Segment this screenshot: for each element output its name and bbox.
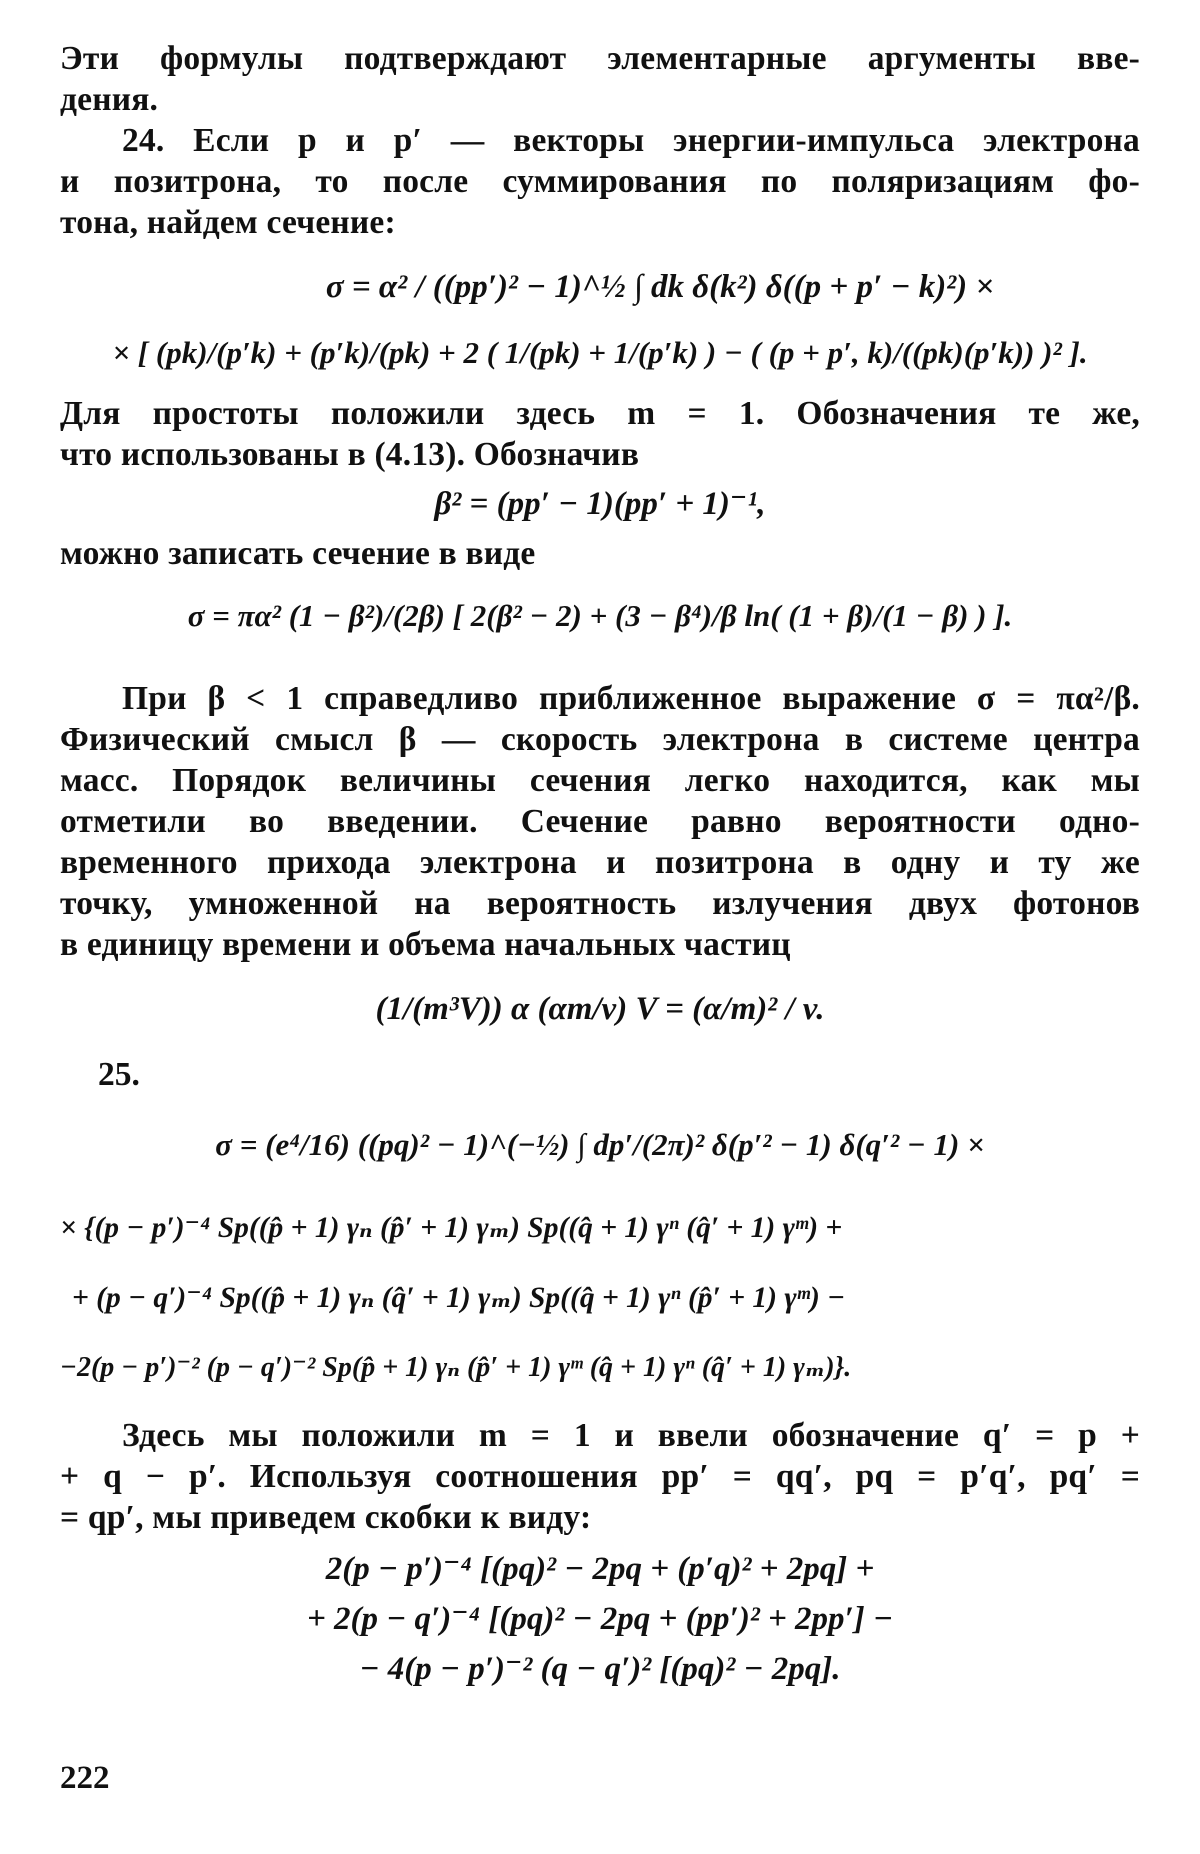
paragraph-intro (60, 38, 1140, 120)
formula-trace-2: + (p − q′)⁻⁴ Sp((p̂ + 1) γₙ (q̂′ + 1) γₘ) Sp((q̂ + 1) γⁿ (p̂′ + 1) γᵐ) − (72, 1282, 846, 1314)
text-line: Здесь мы положили m = 1 и ввели обозначение q′ = p + (122, 1417, 1140, 1454)
text-line: дения. (60, 81, 159, 118)
formula-result-3: − 4(p − p′)⁻² (q − q′)² [(pq)² − 2pq]. (359, 1651, 841, 1687)
text-line: временного прихода электрона и позитрона в одну и ту же (60, 844, 1140, 881)
formula-beta: β² = (pp′ − 1)(pp′ + 1)⁻¹, (434, 486, 766, 522)
formula-cross-section: σ = α² / ((pp′)² − 1)^½ ∫ dk δ(k²) δ((p + p′ − k)²) × (325, 269, 995, 305)
text-line: точку, умноженной на вероятность излучения двух фотонов (60, 885, 1140, 922)
formula-sigma-beta: σ = πα² (1 − β²)/(2β) [ 2(β² − 2) + (3 − β⁴)/β ln( (1 + β)/(1 − β) ) ]. (187, 598, 1013, 633)
paragraph-rewrite (60, 533, 1140, 574)
formula-result-1: 2(p − p′)⁻⁴ [(pq)² − 2pq + (p′q)² + 2pq] + (325, 1551, 875, 1587)
formula-cross-section-bracket: × [ (pk)/(p′k) + (p′k)/(pk) + 2 ( 1/(pk) + 1/(p′k) ) − ( (p + p′, k)/((pk)(p′k)) )² ]. (112, 335, 1088, 370)
text-line: 24. Если p и p′ — векторы энергии-импульса электрона (122, 122, 1140, 159)
text-line: Эти формулы подтверждают элементарные аргументы вве- (60, 40, 1140, 77)
paragraph-relations (60, 1415, 1140, 1538)
paragraph-physical-meaning (60, 678, 1140, 965)
text-line: Физический смысл β — скорость электрона в системе центра (60, 721, 1140, 758)
paragraph-notation (60, 393, 1140, 475)
text-line: При β < 1 справедливо приближенное выражение σ = πα²/β. (122, 680, 1140, 717)
text-line: отметили во введении. Сечение равно вероятности одно- (60, 803, 1140, 840)
formula-sigma-25: σ = (e⁴/16) ((pq)² − 1)^(−½) ∫ dp′/(2π)² δ(p′² − 1) δ(q′² − 1) × (215, 1127, 985, 1162)
formula-estimate: (1/(m³V)) α (αm/v) V = (α/m)² / v. (375, 991, 825, 1027)
formula-trace-1: × {(p − p′)⁻⁴ Sp((p̂ + 1) γₙ (p̂′ + 1) γₘ) Sp((q̂ + 1) γⁿ (q̂′ + 1) γᵐ) + (60, 1212, 843, 1244)
paragraph-problem-24 (60, 120, 1140, 243)
page-number: 222 (60, 1760, 110, 1796)
text-line: можно записать сечение в виде (60, 535, 536, 572)
page (60, 38, 1140, 1694)
text-line: и позитрона, то после суммирования по поляризациям фо- (60, 163, 1140, 200)
text-line: + q − p′. Используя соотношения pp′ = qq′, pq = p′q′, pq′ = (60, 1458, 1140, 1495)
problem-number-25: 25. (98, 1056, 140, 1093)
text-line: масс. Порядок величины сечения легко находится, как мы (60, 762, 1140, 799)
formula-result-2: + 2(p − q′)⁻⁴ [(pq)² − 2pq + (pp′)² + 2pp′] − (306, 1601, 894, 1637)
formula-trace-3: −2(p − p′)⁻² (p − q′)⁻² Sp(p̂ + 1) γₙ (p̂′ + 1) γᵐ (q̂ + 1) γⁿ (q̂′ + 1) γₘ)}. (60, 1352, 852, 1383)
text-line: Для простоты положили здесь m = 1. Обозначения те же, (60, 395, 1140, 432)
text-line: в единицу времени и объема начальных частиц (60, 926, 791, 963)
text-line: = qp′, мы приведем скобки к виду: (60, 1499, 592, 1536)
text-line: что использованы в (4.13). Обозначив (60, 436, 640, 473)
text-line: тона, найдем сечение: (60, 204, 396, 241)
